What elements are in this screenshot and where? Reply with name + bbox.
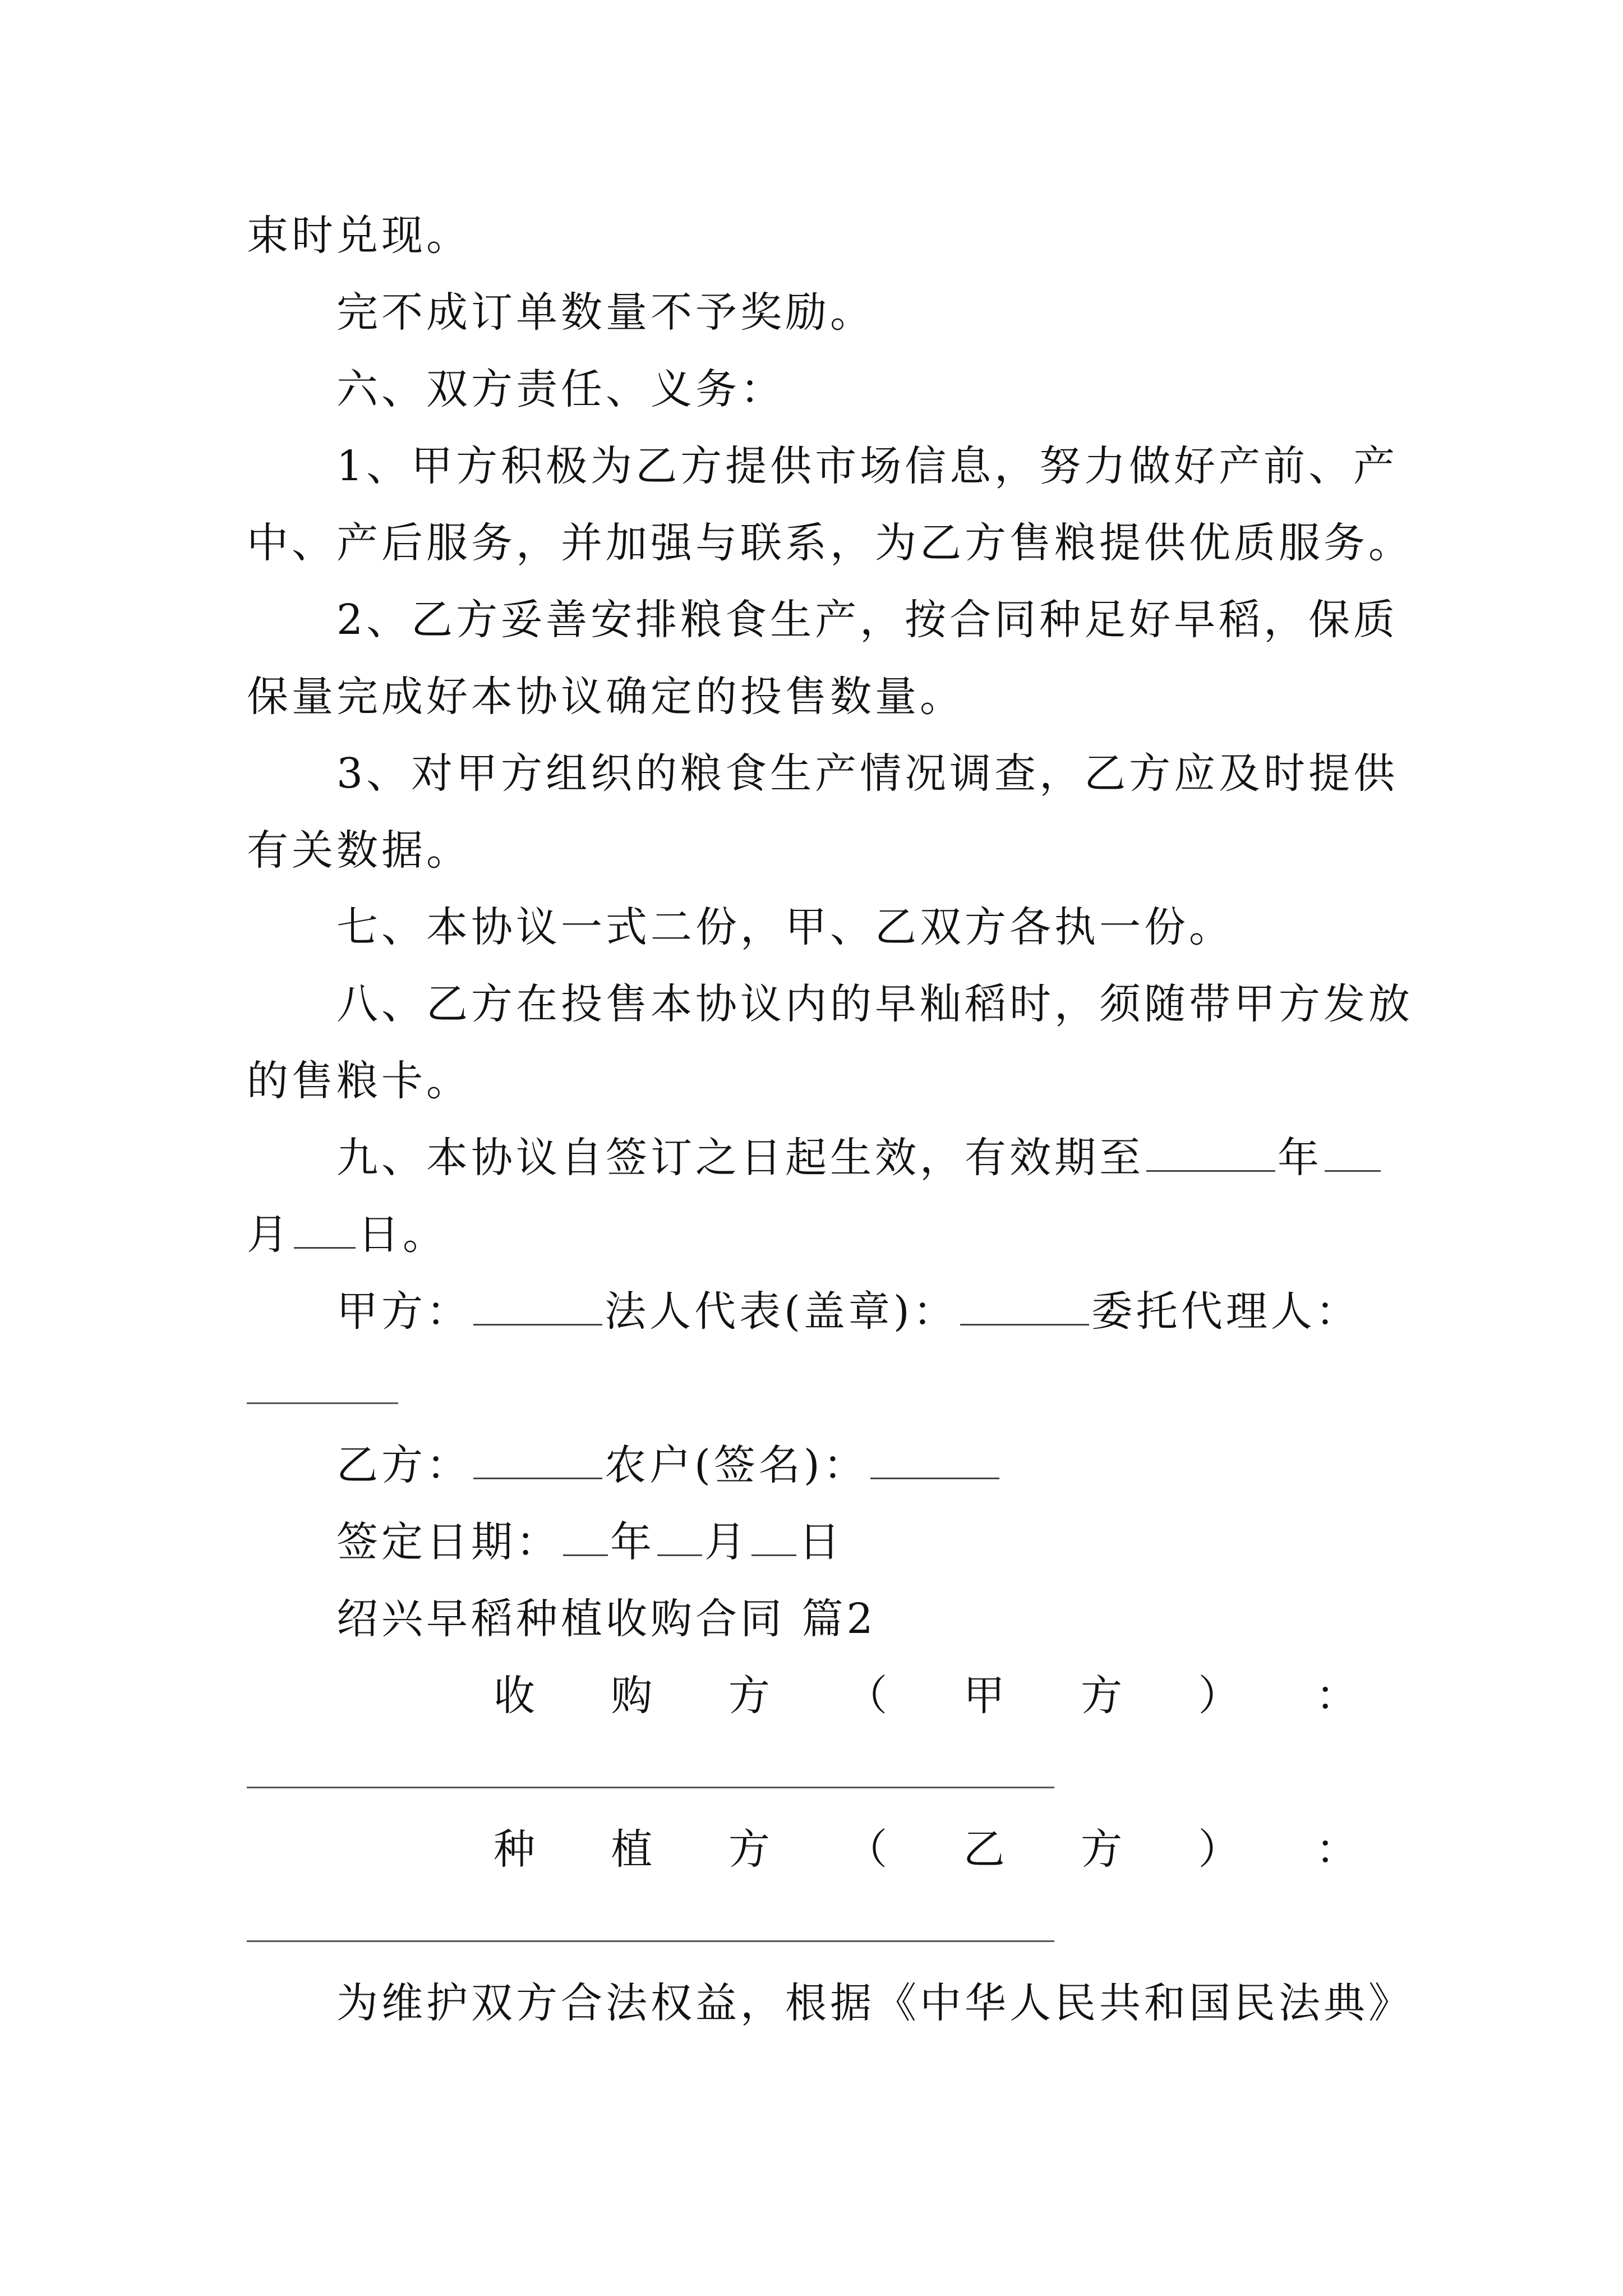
party-b-line (336, 1437, 1002, 1493)
sign-year-blank[interactable] (563, 1521, 608, 1556)
section-heading: 六、双方责任、义务： (336, 365, 785, 413)
year-label: 年 (1278, 1134, 1322, 1182)
paragraph-line: 束时兑现。 (247, 211, 471, 260)
farmer-blank[interactable] (870, 1444, 999, 1479)
grower-char: （ (846, 1825, 888, 1874)
grower-char: 乙 (963, 1825, 1005, 1874)
paragraph-line: 保量完成好本协议确定的投售数量。 (247, 673, 965, 721)
farmer-label: 农户(签名)： (605, 1441, 868, 1489)
paragraph-line: 有关数据。 (247, 826, 471, 875)
grower-line (494, 1821, 1357, 1878)
paragraph-line: 2、乙方妥善安排粮食生产，按合同种足好早稻，保质 (336, 596, 1399, 644)
buyer-char: ） (1198, 1672, 1240, 1720)
paragraph-line: 七、本协议一式二份，甲、乙双方各执一份。 (336, 903, 1234, 951)
sign-month-blank[interactable] (657, 1521, 702, 1556)
sign-year-label: 年 (610, 1518, 655, 1566)
grower-char: 植 (611, 1825, 653, 1874)
grower-char: 方 (1081, 1825, 1123, 1874)
legal-rep-blank[interactable] (960, 1290, 1089, 1326)
party-a-label: 甲方： (336, 1287, 471, 1336)
agent-blank[interactable] (247, 1402, 398, 1404)
sign-month-label: 月 (704, 1518, 749, 1566)
legal-rep-label: 法人代表(盖章)： (605, 1287, 958, 1336)
grower-char: 种 (494, 1825, 535, 1874)
paragraph-line: 为维护双方合法权益，根据《中华人民共和国民法典》 (336, 1979, 1413, 2027)
grower-blank[interactable] (247, 1940, 1054, 1942)
buyer-line (494, 1668, 1357, 1724)
buyer-char: 购 (611, 1672, 653, 1720)
buyer-char: （ (846, 1672, 888, 1720)
paragraph-line: 1、甲方积极为乙方提供市场信息，努力做好产前、产 (336, 442, 1399, 490)
paragraph-line: 中、产后服务，并加强与联系，为乙方售粮提供优质服务。 (247, 519, 1413, 567)
party-a-line (336, 1283, 1361, 1340)
validity-clause (336, 1130, 1383, 1186)
buyer-char: 收 (494, 1672, 535, 1720)
buyer-char: 方 (728, 1672, 770, 1720)
paragraph-line: 完不成订单数量不予奖励。 (336, 288, 875, 337)
month-label: 月 (247, 1211, 292, 1259)
year-blank[interactable] (1146, 1137, 1275, 1172)
validity-clause-cont (247, 1207, 448, 1263)
party-b-blank[interactable] (473, 1444, 602, 1479)
contract-2-title: 绍兴早稻种植收购合同 篇2 (336, 1595, 877, 1643)
paragraph-line: 3、对甲方组织的粮食生产情况调查，乙方应及时提供 (336, 749, 1399, 798)
grower-char: 方 (728, 1825, 770, 1874)
buyer-char: 方 (1081, 1672, 1123, 1720)
sign-day-label: 日 (799, 1518, 843, 1566)
party-a-blank[interactable] (473, 1290, 602, 1326)
paragraph-line: 的售粮卡。 (247, 1057, 471, 1105)
agent-label: 委托代理人： (1091, 1287, 1361, 1336)
grower-char: ： (1315, 1825, 1357, 1874)
party-b-label: 乙方： (336, 1441, 471, 1489)
grower-char: ） (1198, 1825, 1240, 1874)
sign-day-blank[interactable] (751, 1521, 796, 1556)
sign-date-line (336, 1514, 843, 1570)
sign-date-label: 签定日期： (336, 1518, 561, 1566)
day-blank[interactable] (294, 1213, 356, 1249)
paragraph-line: 八、乙方在投售本协议内的早籼稻时，须随带甲方发放 (336, 980, 1413, 1028)
validity-clause-text: 九、本协议自签订之日起生效，有效期至 (336, 1134, 1144, 1182)
month-blank-part[interactable] (1325, 1137, 1381, 1172)
buyer-blank[interactable] (247, 1787, 1054, 1788)
day-label: 日。 (358, 1211, 448, 1259)
buyer-char: ： (1315, 1672, 1357, 1720)
buyer-char: 甲 (963, 1672, 1005, 1720)
